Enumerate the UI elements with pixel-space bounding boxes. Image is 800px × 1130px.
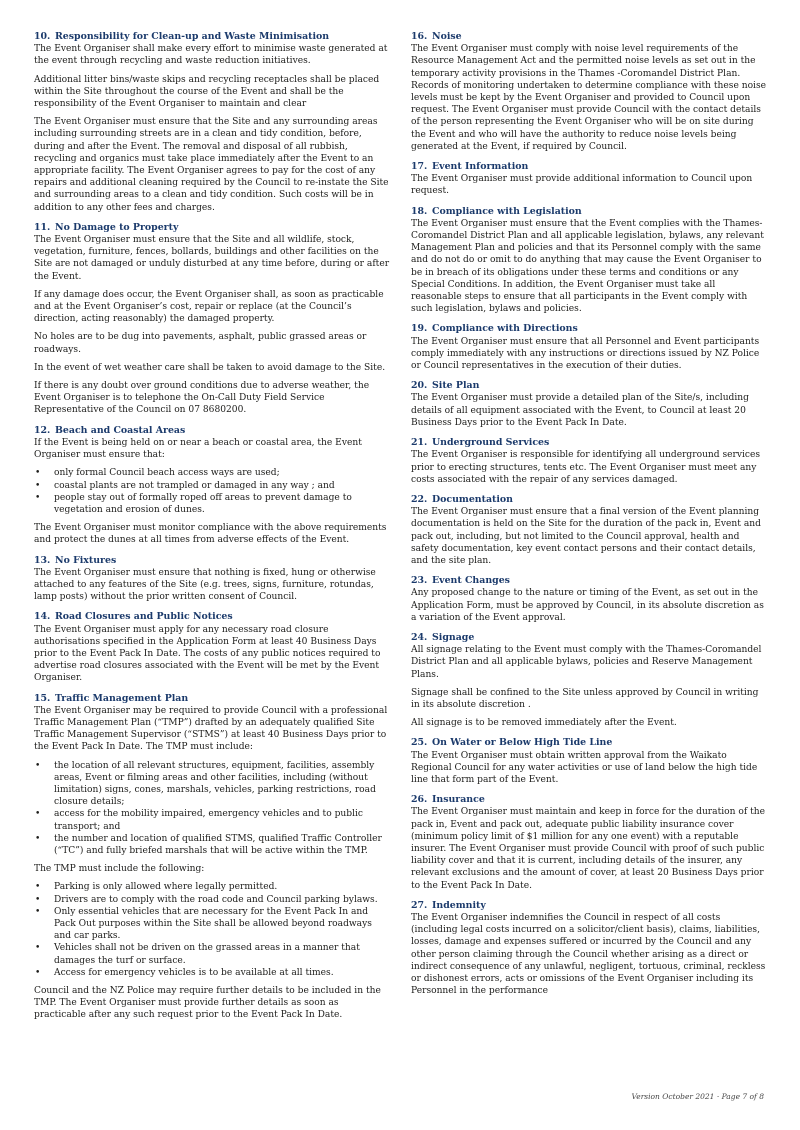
list-item: • Drivers are to comply with the road code and Council parking bylaws. [34,894,390,906]
paragraph: If the Event is being held on or near a beach or coastal area, the Event Organiser must ensure that: [34,437,362,461]
section-number: 26. [411,794,428,806]
list-item: • the number and location of qualified STMS, qualified Traffic Controller (“TC”) and fully briefed marshals that will be active within the TMP. [34,833,390,857]
section-19 [411,323,767,372]
section-title: Event Information [432,161,529,173]
section-24 [411,632,767,729]
paragraph: The Event Organiser must provide additional information to Council upon request. [411,174,753,197]
section-title: Documentation [432,493,513,505]
list-item: • the location of all relevant structures, equipment, facilities, assembly areas, Event or filming areas and other facilities, including (without limitation) signs, cones, marshals, vehicles, parking restrictions, road closure details; [34,760,390,809]
section-14 [34,611,390,684]
section-title: Compliance with Legislation [432,205,582,217]
paragraph: Council and the NZ Police may require further details to be included in the TMP. The Event Organiser must provide further details as soon as practicable after any such request prior to the Event Pack In Date. [34,986,381,1021]
section-heading [411,632,767,644]
section-23 [411,575,767,624]
section-number: 20. [411,380,428,392]
list-item: • only formal Council beach access ways are used; [34,467,390,479]
section-13 [34,555,390,604]
paragraph: The Event Organiser must ensure that a final version of the Event planning documentation is held on the Site for the duration of the pack in, Event and pack out, including, but not limited to the Council approval, health and safety documentation, key event contact persons and their contact details, and the site plan. [411,507,761,566]
section-title: Traffic Management Plan [55,692,189,704]
section-heading [34,425,390,437]
section-title: No Damage to Property [55,221,179,233]
paragraph: In the event of wet weather care shall be taken to avoid damage to the Site. [34,362,386,373]
paragraph: The Event Organiser is responsible for identifying all underground services prior to erecting structures, tents etc. The Event Organiser must meet any costs associated with the repair of any services damaged. [411,450,761,485]
section-title: Event Changes [432,575,510,587]
section-number: 17. [411,161,428,173]
right-column [411,31,767,1005]
section-11 [34,222,390,417]
paragraph: The Event Organiser must apply for any necessary road closure authorisations specified in the Application Form at least 40 Business Days prior to the Event Pack In Date. The costs of any public notices required to advertise road closures associated with the Event will be met by the Event Organiser. [34,624,381,684]
section-heading [411,494,767,506]
paragraph: Any proposed change to the nature or timing of the Event, as set out in the Application Form, must be approved by Council, in its absolute discretion as a variation of the Event approval. [411,588,764,623]
list-item: • Access for emergency vehicles is to be available at all times. [34,967,390,979]
section-title: Noise [432,31,462,42]
section-number: 19. [411,323,428,335]
bullet-list [34,760,390,858]
paragraph: The Event Organiser must monitor compliance with the above requirements and protect the dunes at all times from adverse effects of the Event. [34,523,387,546]
paragraph: If any damage does occur, the Event Organiser shall, as soon as practicable and at the Event Organiser’s cost, repair or replace (at the Council’s direction, acting reasonably) the damaged property. [34,289,384,325]
section-heading [34,555,390,567]
section-title: Underground Services [432,437,550,449]
paragraph: Additional litter bins/waste skips and recycling receptacles shall be placed within the Site throughout the course of the Event and shall be the responsibility of the Event Organiser to maintain and clear [34,74,380,110]
section-number: 15. [34,692,51,704]
section-title: Road Closures and Public Notices [55,611,233,623]
paragraph: The Event Organiser must ensure that nothing is fixed, hung or otherwise attached to any features of the Site (e.g. trees, signs, furniture, rotundas, lamp posts) without the prior written consent of Council. [34,567,376,603]
paragraph: The Event Organiser must provide a detailed plan of the Site/s, including details of all equipment associated with the Event, to Council at least 20 Business Days prior to the Event Pack In Date. [411,393,749,428]
section-12 [34,425,390,547]
section-heading [411,323,767,335]
list-item: • access for the mobility impaired, emergency vehicles and to public transport; and [34,808,390,832]
section-heading [34,222,390,234]
section-heading [34,693,390,705]
section-number: 24. [411,631,428,643]
section-number: 10. [34,31,51,42]
paragraph: The TMP must include the following: [34,864,205,875]
section-17 [411,161,767,198]
section-number: 18. [411,205,428,217]
section-heading [411,380,767,392]
section-title: Responsibility for Clean-up and Waste Minimisation [55,31,330,42]
section-16 [411,31,767,153]
section-18 [411,206,767,316]
section-number: 22. [411,493,428,505]
paragraph: Signage shall be confined to the Site unless approved by Council in writing in its absolute discretion . [411,687,759,710]
list-item: • Vehicles shall not be driven on the grassed areas in a manner that damages the turf or surface. [34,942,390,966]
paragraph: The Event Organiser must ensure that all Personnel and Event participants comply immediately with any instructions or directions issued by NZ Police or Council representatives in the execution of their duties. [411,336,760,372]
left-column [34,31,390,1030]
section-27 [411,900,767,998]
section-26 [411,794,767,892]
list-item: • Parking is only allowed where legally permitted. [34,881,390,893]
paragraph: The Event Organiser shall make every effort to minimise waste generated at the event through recycling and waste reduction initiatives. [34,44,388,67]
section-title: Compliance with Directions [432,323,578,335]
paragraph: The Event Organiser indemnifies the Council in respect of all costs (including legal costs incurred on a solicitor/client basis), claims, liabilities, losses, damage and expenses suffered or incurred by the Council and any other person claiming through the Council whether arising as a direct or indirect consequence of any unlawful, negligent, tortuous, criminal, reckless or dishonest errors, acts or omissions of the Event Organiser including its Personnel in the performance [411,913,766,997]
section-25 [411,737,767,786]
section-number: 12. [34,424,51,436]
paragraph: The Event Organiser must ensure that the Event complies with the Thames-Coromandel District Plan and all applicable legislation, bylaws, any relevant Management Plan and policies and that its Personnel comply with the same and do not do or omit to do anything that may cause the Event Organiser to be in breach of its obligations under these terms and conditions or any Special Conditions. In addition, the Event Organiser must take all reasonable steps to ensure that all participants in the Event comply with such legislation, bylaws and policies. [411,218,764,315]
paragraph: The Event Organiser must obtain written approval from the Waikato Regional Council for any water activities or use of land below the high tide line that form part of the Event. [411,750,758,785]
section-title: Indemnity [432,899,486,911]
section-title: Beach and Coastal Areas [55,424,186,436]
paragraph: The Event Organiser must comply with noise level requirements of the Resource Management Act and the permitted noise levels as set out in the temporary activity provisions in the Thames -Coromandel District Plan. Records of monitoring undertaken to determine compliance with these noise levels must be kept by the Event Organiser and provided to Council upon request. The Event Organiser must provide Council with the contact details of the person representing the Event Organiser who will be on site during the Event and who will have the authority to reduce noise levels being generated at the Event, if required by Council. [411,44,767,152]
paragraph: The Event Organiser must ensure that the Site and all wildlife, stock, vegetation, furniture, fences, bollards, buildings and other facilities on the Site are not damaged or unduly disturbed at any time before, during or after the Event. [34,235,390,282]
section-20 [411,380,767,429]
paragraph: All signage is to be removed immediately after the Event. [411,718,677,729]
section-22 [411,494,767,567]
section-15 [34,693,390,1022]
list-item: • Only essential vehicles that are necessary for the Event Pack In and Pack Out purposes within the Site shall be allowed beyond roadways and car parks. [34,906,390,943]
paragraph: If there is any doubt over ground conditions due to adverse weather, the Event Organiser is to telephone the On-Call Duty Field Service Representative of the Council on 07 8680200. [34,381,370,416]
section-number: 14. [34,611,51,623]
section-title: Insurance [432,794,485,806]
section-10 [34,31,390,214]
section-heading [34,611,390,623]
paragraph: All signage relating to the Event must comply with the Thames-Coromandel District Plan and all applicable bylaws, policies and Reserve Management Plans. [411,645,762,680]
paragraph: The Event Organiser must maintain and keep in force for the duration of the pack in, Event and pack out, adequate public liability insurance cover (minimum policy limit of $1 million for any one event) with a reputable insurer. The Event Organiser must provide Council with proof of such public liability cover and that it is current, including details of the insurer, any relevant exclusions and the amount of cover, at least 20 Business Days prior to the Event Pack In Date. [411,807,765,891]
section-heading [411,575,767,587]
bullet-list [34,467,390,516]
section-heading [411,206,767,218]
section-number: 21. [411,437,428,449]
paragraph: The Event Organiser must ensure that the Site and any surrounding areas including surrounding streets are in a clean and tidy condition, before, during and after the Event. The removal and disposal of all rubbish, recycling and organics must take place immediately after the Event to an appropriate facility. The Event Organiser agrees to pay for the cost of any repairs and additional cleaning required by the Council to re-instate the Site and surrounding areas to a clean and tidy condition. Such costs will be in addition to any other fees and charges. [34,117,389,213]
paragraph: The Event Organiser may be required to provide Council with a professional Traffic Management Plan (“TMP”) drafted by an adequately qualified Site Traffic Management Supervisor (“STMS”) at least 40 Business Days prior to the Event Pack In Date. The TMP must include: [34,705,388,753]
section-title: Site Plan [432,380,480,392]
section-title: On Water or Below High Tide Line [432,737,613,749]
section-21 [411,437,767,486]
section-number: 25. [411,737,428,749]
page-footer: Version October 2021 · Page 7 of 8 [631,1092,764,1101]
section-heading [411,161,767,173]
section-title: Signage [432,631,475,643]
section-heading [411,900,767,912]
section-number: 11. [34,221,51,233]
section-title: No Fixtures [55,554,117,566]
section-number: 16. [411,31,428,42]
section-heading [34,31,390,43]
section-heading [411,737,767,749]
section-heading [411,31,767,43]
list-item: • people stay out of formally roped off areas to prevent damage to vegetation and erosion of dunes. [34,492,390,516]
section-heading [411,437,767,449]
bullet-list [34,881,390,979]
section-number: 27. [411,899,428,911]
section-number: 13. [34,554,51,566]
section-heading [411,794,767,806]
list-item: • coastal plants are not trampled or damaged in any way ; and [34,480,390,492]
paragraph: No holes are to be dug into pavements, asphalt, public grassed areas or roadways. [34,332,367,355]
section-number: 23. [411,575,428,587]
